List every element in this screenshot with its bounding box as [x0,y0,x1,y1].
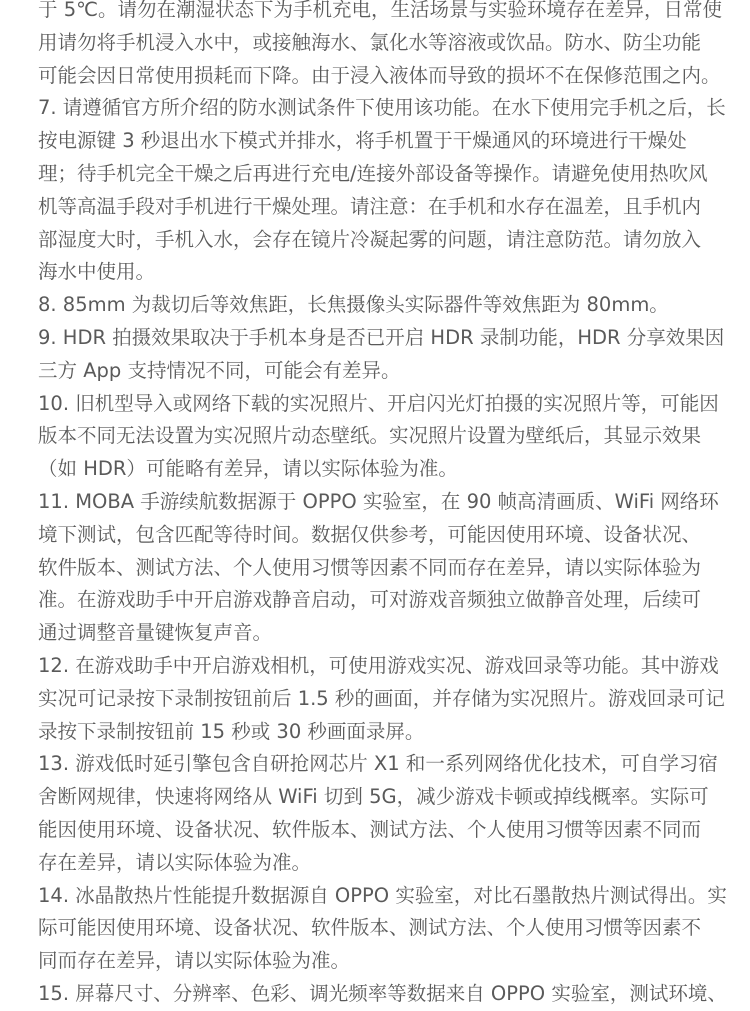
text-line: 海水中使用。 [38,260,156,284]
text-line: 用请勿将手机浸入水中，或接触海水、氯化水等溶液或饮品。防水、防尘功能 [38,30,702,54]
text-line: 际可能因使用环境、设备状况、软件版本、测试方法、个人使用习惯等因素不 [38,916,702,940]
text-line: 于 5℃。请勿在潮湿状态下为手机充电，生活场景与实验环境存在差异，日常使 [38,0,723,21]
text-line: 11. MOBA 手游续航数据源于 OPPO 实验室，在 90 帧高清画质、WiFi 网络环 [38,489,719,513]
text-line: 8. 85mm 为裁切后等效焦距，长焦摄像头实际器件等效焦距为 80mm。 [38,293,669,317]
paragraph-waterproof-intro [38,0,723,92]
text-line: 境下测试，包含匹配等待时间。数据仅供参考，可能因使用环境、设备状况、 [38,522,702,546]
text-line: 12. 在游戏助手中开启游戏相机，可使用游戏实况、游戏回录等功能。其中游戏 [38,653,719,677]
text-line: 机等高温手段对手机进行干燥处理。请注意：在手机和水存在温差，且手机内 [38,194,702,218]
paragraph-note-7 [38,92,726,289]
text-line: 软件版本、测试方法、个人使用习惯等因素不同而存在差异，请以实际体验为 [38,555,702,579]
text-line: 可能会因日常使用损耗而下降。由于浸入液体而导致的损坏不在保修范围之内。 [38,63,721,87]
text-line: 10. 旧机型导入或网络下载的实况照片、开启闪光灯拍摄的实况照片等，可能因 [38,391,719,415]
text-line: 14. 冰晶散热片性能提升数据源自 OPPO 实验室，对比石墨散热片测试得出。实 [38,883,727,907]
paragraph-note-14 [38,880,727,978]
paragraph-note-10 [38,388,718,486]
text-line: 按电源键 3 秒退出水下模式并排水，将手机置于干燥通风的环境进行干燥处 [38,129,687,153]
text-line: 能因使用环境、设备状况、软件版本、测试方法、个人使用习惯等因素不同而 [38,817,702,841]
text-line: 录按下录制按钮前 15 秒或 30 秒画面录屏。 [38,719,425,743]
paragraph-note-15 [38,978,727,1011]
text-line: 准。在游戏助手中开启游戏静音启动，可对游戏音频独立做静音处理，后续可 [38,588,702,612]
text-line: 实况可记录按下录制按钮前后 1.5 秒的画面，并存储为实况照片。游戏回录可记 [38,686,725,710]
text-line: 版本不同无法设置为实况照片动态壁纸。实况照片设置为壁纸后，其显示效果 [38,424,702,448]
disclaimer-document [38,0,727,1011]
text-line: 通过调整音量键恢复声音。 [38,621,273,645]
text-line: 9. HDR 拍摄效果取决于手机本身是否已开启 HDR 录制功能，HDR 分享效果因 [38,325,725,349]
text-line: 存在差异，请以实际体验为准。 [38,850,312,874]
text-line: 三方 App 支持情况不同，可能会有差异。 [38,358,401,382]
paragraph-note-9 [38,322,725,388]
paragraph-note-8 [38,289,718,322]
text-line: 7. 请遵循官方所介绍的防水测试条件下使用该功能。在水下使用完手机之后，长 [38,96,726,120]
text-line: 舍断网规律，快速将网络从 WiFi 切到 5G，减少游戏卡顿或掉线概率。实际可 [38,785,709,809]
paragraph-note-12 [38,650,725,748]
paragraph-note-13 [38,748,718,879]
text-line: 同而存在差异，请以实际体验为准。 [38,949,351,973]
text-line: 理；待手机完全干燥之后再进行充电/连接外部设备等操作。请避免使用热吹风 [38,161,708,185]
text-line: 15. 屏幕尺寸、分辨率、色彩、调光频率等数据来自 OPPO 实验室，测试环境、 [38,981,727,1005]
paragraph-note-11 [38,486,718,650]
text-line: 部湿度大时，手机入水，会存在镜片冷凝起雾的问题，请注意防范。请勿放入 [38,227,702,251]
text-line: 13. 游戏低时延引擎包含自研抢网芯片 X1 和一系列网络优化技术，可自学习宿 [38,752,718,776]
text-line: （如 HDR）可能略有差异，请以实际体验为准。 [38,457,458,481]
